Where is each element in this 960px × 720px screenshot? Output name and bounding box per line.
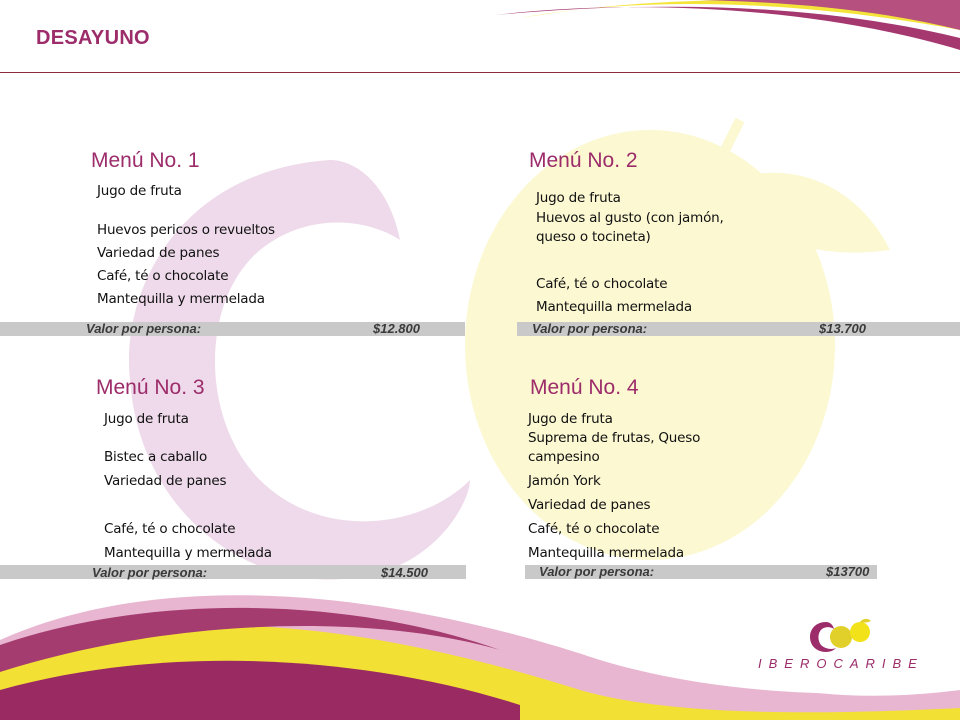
menu-4-price: $13700 [826,564,870,579]
menu-2-item: Huevos al gusto (con jamón, [536,210,724,226]
menu-3-item: Mantequilla y mermelada [104,545,272,561]
menu-4-item: Jamón York [528,473,601,489]
menu-2-item: Café, té o chocolate [536,276,668,292]
menu-2-title: Menú No. 2 [529,149,638,172]
title-divider [0,72,960,73]
brand-name: IBEROCARIBE [758,656,924,671]
menu-1-item: Mantequilla y mermelada [97,291,265,307]
menu-1-price: $12.800 [373,321,420,336]
menu-3-item: Bistec a caballo [104,449,208,465]
menu-1-item: Variedad de panes [97,245,220,261]
menu-4-title: Menú No. 4 [530,376,639,399]
brand-logo-icon [808,618,878,656]
menu-2-price-label: Valor por persona: [532,321,648,336]
menu-1-item: Jugo de fruta [97,183,182,199]
menu-4-item: campesino [528,449,600,465]
menu-1-item: Huevos pericos o revueltos [97,222,275,238]
page-title: DESAYUNO [36,27,150,49]
menu-2-item: Mantequilla mermelada [536,299,692,315]
menu-4-item: Suprema de frutas, Queso [528,430,701,446]
menu-4-item: Jugo de fruta [528,411,613,427]
menu-2-item: queso o tocineta) [536,229,651,245]
menu-4-item: Mantequilla mermelada [528,545,684,561]
menu-4-price-label: Valor por persona: [539,564,655,579]
menu-3-title: Menú No. 3 [96,376,205,399]
menu-2-price: $13.700 [819,321,866,336]
menu-3-item: Variedad de panes [104,473,227,489]
menu-3-item: Jugo de fruta [104,411,189,427]
menu-2-item: Jugo de fruta [536,190,621,206]
menu-1-item: Café, té o chocolate [97,268,229,284]
menu-4-item: Café, té o chocolate [528,521,660,537]
menu-1-price-label: Valor por persona: [86,321,202,336]
menu-3-item: Café, té o chocolate [104,521,236,537]
menu-1-title: Menú No. 1 [91,149,200,172]
menu-4-item: Variedad de panes [528,497,651,513]
menu-3-price: $14.500 [381,565,428,580]
menu-3-price-label: Valor por persona: [92,565,208,580]
